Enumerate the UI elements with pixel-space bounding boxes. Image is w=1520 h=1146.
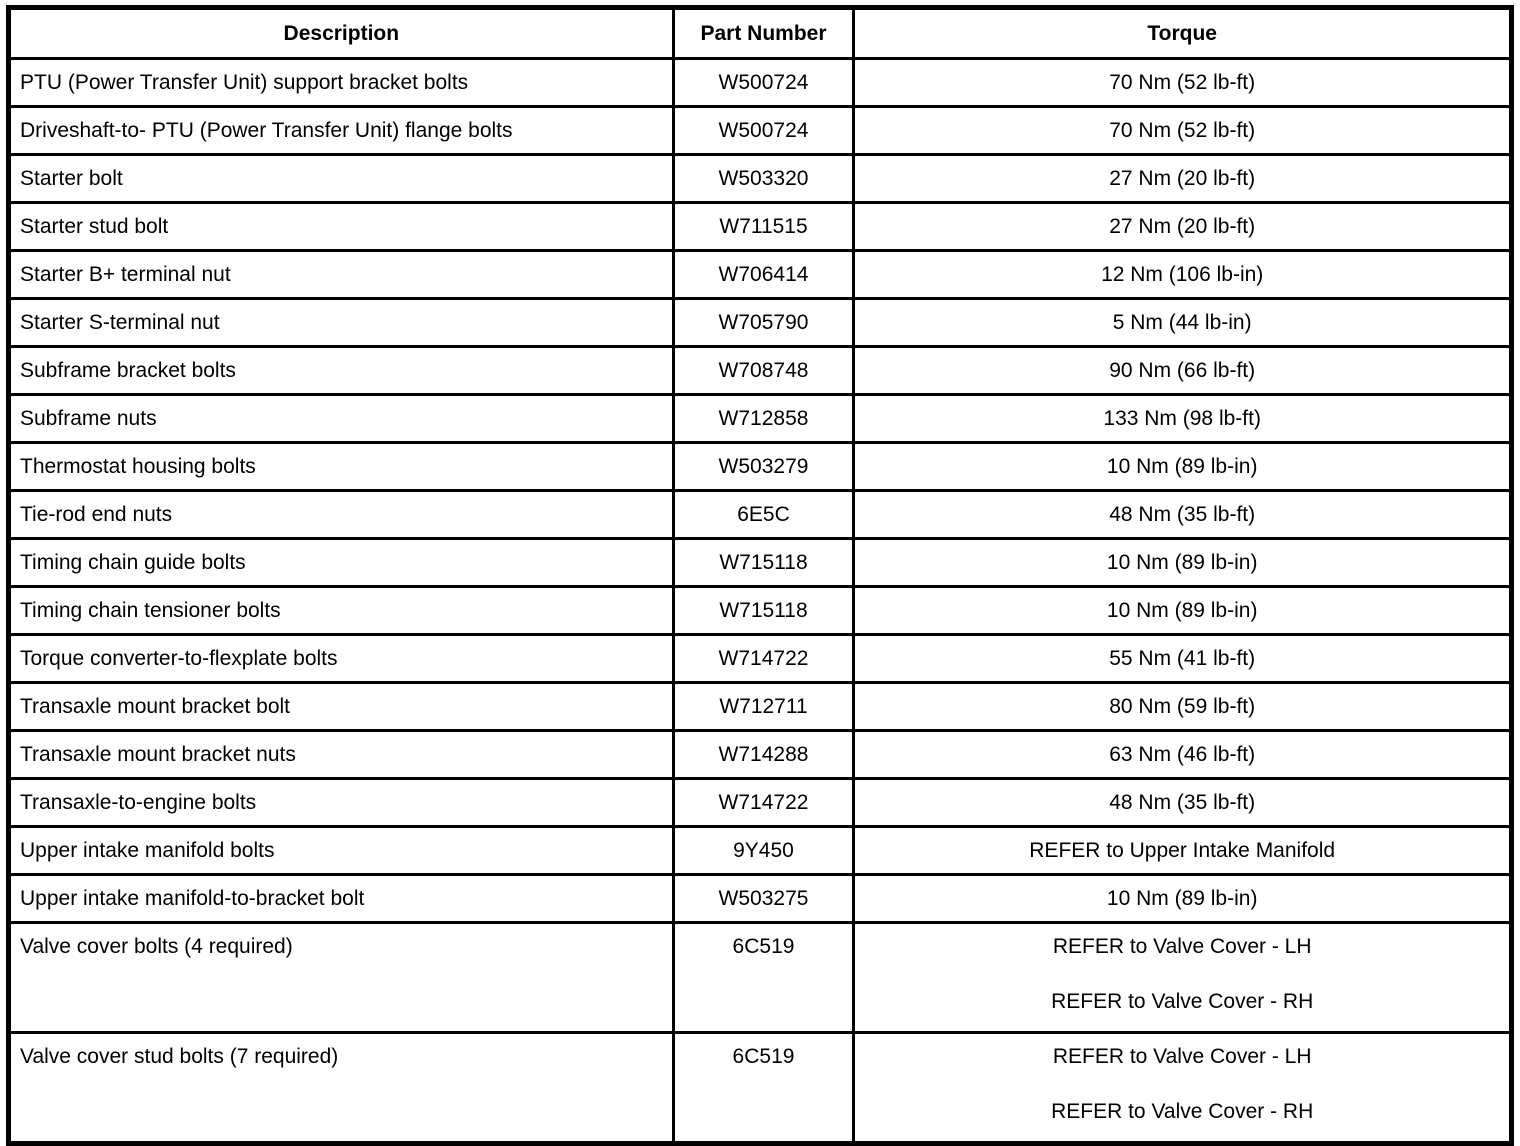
part-number-cell: 6C519 [673, 1033, 854, 1144]
torque-line: REFER to Valve Cover - LH [1052, 1045, 1312, 1068]
torque-cell: 55 Nm (41 lb-ft) [854, 635, 1512, 683]
description-cell: Thermostat housing bolts [9, 443, 674, 491]
torque-cell: 10 Nm (89 lb-in) [854, 539, 1512, 587]
description-cell: Starter B+ terminal nut [9, 251, 674, 299]
description-cell: Transaxle-to-engine bolts [9, 779, 674, 827]
part-number-cell: W714722 [673, 779, 854, 827]
description-cell: Valve cover stud bolts (7 required) [9, 1033, 674, 1144]
description-cell: Upper intake manifold-to-bracket bolt [9, 875, 674, 923]
description-cell: Transaxle mount bracket nuts [9, 731, 674, 779]
column-header-part-number: Part Number [673, 8, 854, 59]
description-cell: Torque converter-to-flexplate bolts [9, 635, 674, 683]
description-cell: Tie-rod end nuts [9, 491, 674, 539]
description-cell: Timing chain guide bolts [9, 539, 674, 587]
table-row [9, 923, 1512, 1033]
torque-cell: 12 Nm (106 lb-in) [854, 251, 1512, 299]
table-row [9, 827, 1512, 875]
torque-cell: 133 Nm (98 lb-ft) [854, 395, 1512, 443]
part-number-cell: 6E5C [673, 491, 854, 539]
table-body [9, 59, 1512, 1144]
table-row [9, 539, 1512, 587]
part-number-cell: W714722 [673, 635, 854, 683]
description-cell: Timing chain tensioner bolts [9, 587, 674, 635]
description-cell: Driveshaft-to- PTU (Power Transfer Unit) flange bolts [9, 107, 674, 155]
part-number-cell: W708748 [673, 347, 854, 395]
torque-cell: 63 Nm (46 lb-ft) [854, 731, 1512, 779]
torque-cell: REFER to Upper Intake Manifold [854, 827, 1512, 875]
torque-cell: 27 Nm (20 lb-ft) [854, 203, 1512, 251]
torque-line: REFER to Valve Cover - RH [1051, 990, 1314, 1013]
torque-cell: 10 Nm (89 lb-in) [854, 443, 1512, 491]
torque-cell: 27 Nm (20 lb-ft) [854, 155, 1512, 203]
description-cell: Subframe bracket bolts [9, 347, 674, 395]
table-row [9, 875, 1512, 923]
part-number-cell: W714288 [673, 731, 854, 779]
part-number-cell: W715118 [673, 539, 854, 587]
description-cell: Upper intake manifold bolts [9, 827, 674, 875]
table-row [9, 347, 1512, 395]
description-cell: Starter stud bolt [9, 203, 674, 251]
description-cell: Valve cover bolts (4 required) [9, 923, 674, 1033]
part-number-cell: 6C519 [673, 923, 854, 1033]
torque-cell: 5 Nm (44 lb-in) [854, 299, 1512, 347]
part-number-cell: W715118 [673, 587, 854, 635]
column-header-torque: Torque [854, 8, 1512, 59]
column-header-description: Description [9, 8, 674, 59]
torque-spec-table [6, 5, 1514, 1146]
part-number-cell: W712858 [673, 395, 854, 443]
table-row [9, 203, 1512, 251]
table-row [9, 1033, 1512, 1144]
description-cell: Starter bolt [9, 155, 674, 203]
table-row [9, 443, 1512, 491]
torque-line: REFER to Valve Cover - RH [1051, 1100, 1314, 1123]
table-row [9, 299, 1512, 347]
torque-line: REFER to Valve Cover - LH [1052, 935, 1312, 958]
description-cell: Subframe nuts [9, 395, 674, 443]
table-row [9, 683, 1512, 731]
part-number-cell: 9Y450 [673, 827, 854, 875]
table-row [9, 635, 1512, 683]
torque-cell: 48 Nm (35 lb-ft) [854, 779, 1512, 827]
torque-cell: 70 Nm (52 lb-ft) [854, 107, 1512, 155]
torque-cell [854, 923, 1512, 1033]
table-row [9, 395, 1512, 443]
table-row [9, 587, 1512, 635]
header-row [9, 8, 1512, 59]
torque-cell: 80 Nm (59 lb-ft) [854, 683, 1512, 731]
torque-cell: 10 Nm (89 lb-in) [854, 587, 1512, 635]
part-number-cell: W712711 [673, 683, 854, 731]
description-cell: Transaxle mount bracket bolt [9, 683, 674, 731]
part-number-cell: W711515 [673, 203, 854, 251]
table-row [9, 59, 1512, 107]
description-cell: PTU (Power Transfer Unit) support bracket bolts [9, 59, 674, 107]
part-number-cell: W706414 [673, 251, 854, 299]
table-header [9, 8, 1512, 59]
part-number-cell: W500724 [673, 59, 854, 107]
part-number-cell: W503320 [673, 155, 854, 203]
part-number-cell: W705790 [673, 299, 854, 347]
table-row [9, 155, 1512, 203]
table-row [9, 491, 1512, 539]
part-number-cell: W500724 [673, 107, 854, 155]
table-row [9, 731, 1512, 779]
table-row [9, 107, 1512, 155]
part-number-cell: W503275 [673, 875, 854, 923]
torque-cell [854, 1033, 1512, 1144]
torque-cell: 10 Nm (89 lb-in) [854, 875, 1512, 923]
table-row [9, 779, 1512, 827]
torque-cell: 90 Nm (66 lb-ft) [854, 347, 1512, 395]
torque-cell: 70 Nm (52 lb-ft) [854, 59, 1512, 107]
part-number-cell: W503279 [673, 443, 854, 491]
torque-cell: 48 Nm (35 lb-ft) [854, 491, 1512, 539]
table-row [9, 251, 1512, 299]
description-cell: Starter S-terminal nut [9, 299, 674, 347]
